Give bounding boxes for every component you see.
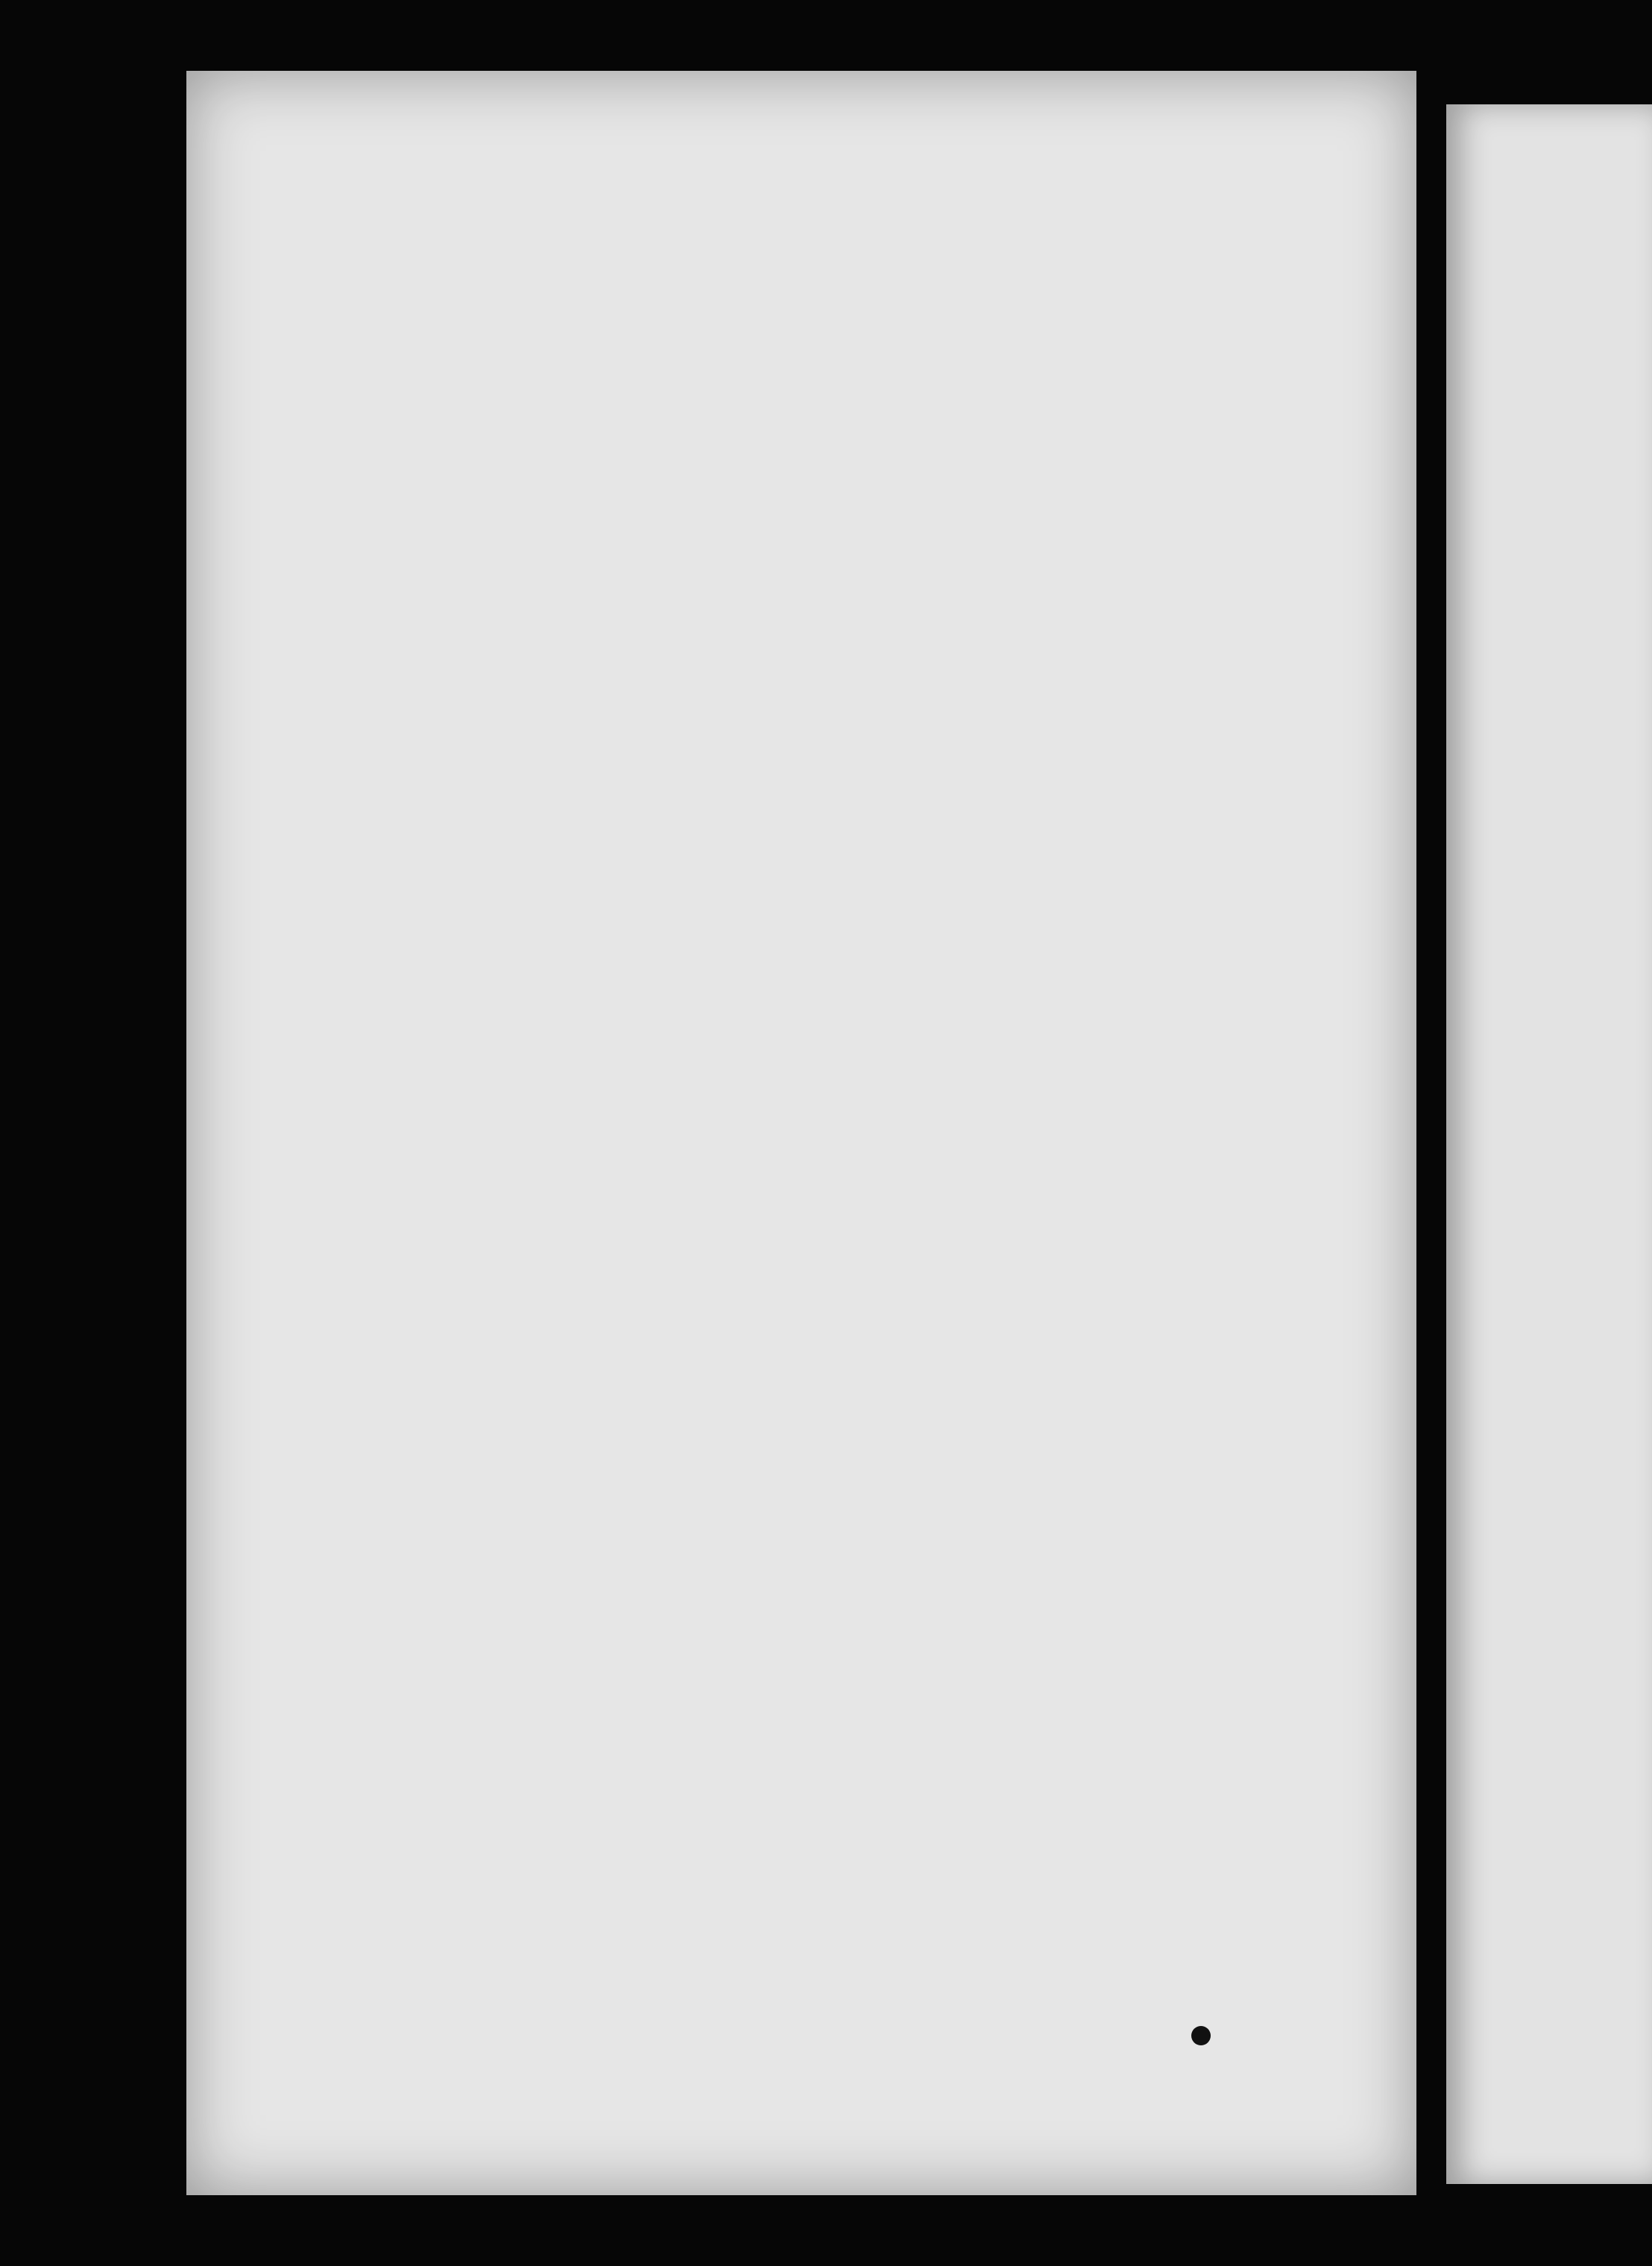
- ink-spot: [1191, 2026, 1211, 2045]
- page-header: [179, 224, 1312, 276]
- left-page: [186, 71, 1416, 2195]
- right-page: [1446, 104, 1652, 2184]
